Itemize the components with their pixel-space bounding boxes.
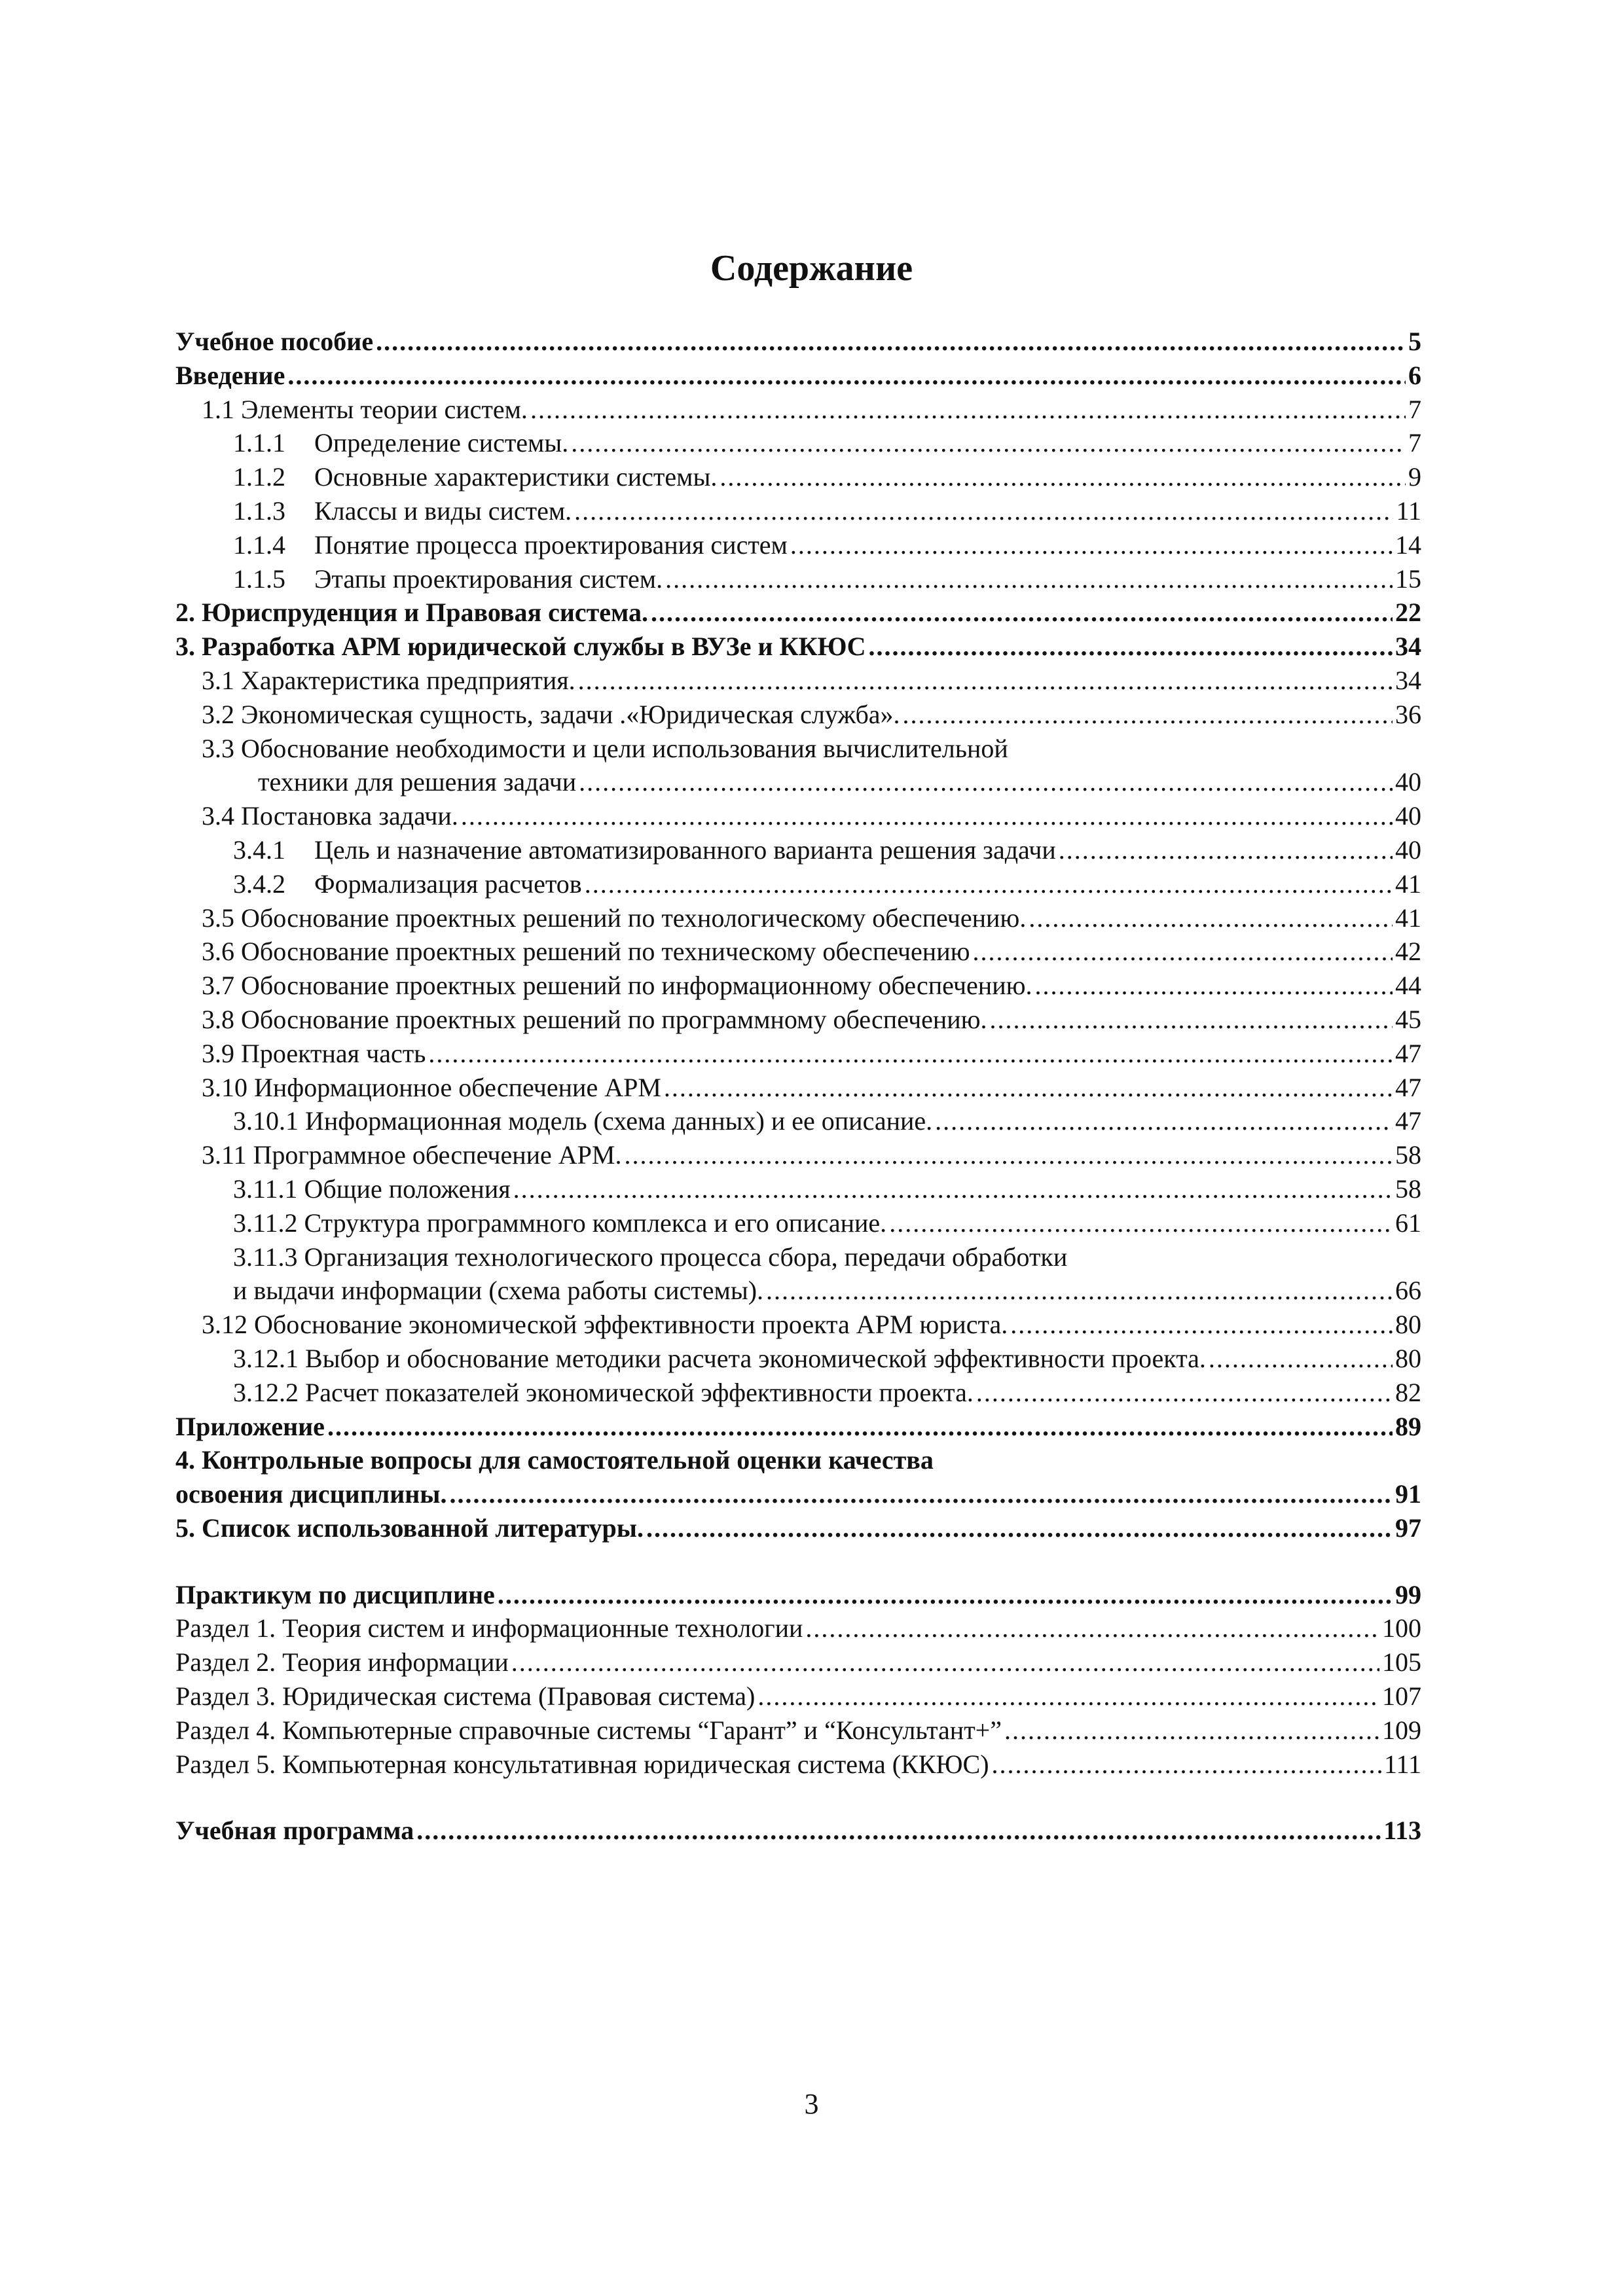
dot-leader [646,1511,1393,1545]
toc-entry-label: 3.2 Экономическая сущность, задачи .«Юридическая служба». [202,699,900,729]
toc-entry[interactable] [175,1443,1421,1477]
toc-entry-page: 89 [1395,1411,1421,1441]
toc-entry[interactable] [175,1240,1421,1274]
toc-entry-label: 3.4 Постановка задачи. [202,801,458,831]
toc-entry[interactable] [175,359,1421,393]
dot-leader [578,664,1393,698]
toc-entry[interactable] [175,1511,1421,1545]
toc-entry-page: 111 [1383,1749,1421,1779]
toc-entry[interactable] [175,698,1421,732]
dot-leader [416,1814,1381,1848]
dot-leader [720,460,1406,494]
dot-leader [1004,1713,1379,1748]
toc-entry-label: и выдачи информации (схема работы системы). [233,1276,764,1306]
toc-entry-label: 3.12 Обоснование экономической эффективности проекта АРМ юриста. [202,1310,1008,1340]
dot-leader [766,1274,1393,1308]
dot-leader [972,935,1393,969]
dot-leader [651,596,1393,630]
toc-entry-page: 34 [1395,632,1421,662]
toc-entry-label: 5. Список использованной литературы. [175,1513,644,1543]
toc-entry[interactable] [175,1410,1421,1444]
toc-entry-label: Раздел 2. Теория информации [175,1647,509,1677]
toc-entry[interactable] [175,1679,1421,1713]
toc-entry[interactable] [175,630,1421,664]
dot-leader [574,494,1393,528]
toc-entry[interactable] [175,935,1421,969]
toc-entry-label: техники для решения задачи [258,767,577,797]
toc-entry-page: 113 [1383,1816,1421,1846]
page-number: 3 [804,2088,819,2120]
toc-entry-page: 44 [1395,971,1421,1001]
toc-entry-label: 3.12.2 Расчет показателей экономической эффективности проекта. [233,1377,974,1407]
toc-entry[interactable] [175,1814,1421,1848]
dot-leader [513,1172,1393,1206]
toc-entry-page: 7 [1408,428,1421,458]
toc-entry[interactable] [175,799,1421,833]
dot-leader [498,1578,1393,1612]
toc-entry-page: 34 [1395,665,1421,695]
toc-entry-page: 58 [1395,1174,1421,1204]
toc-entry[interactable] [175,664,1421,698]
toc-entry[interactable] [175,325,1421,359]
toc-entry[interactable] [175,765,1421,799]
toc-practicum-section [175,1578,1421,1782]
dot-leader [327,1410,1393,1444]
toc-entry-label: 3.7 Обоснование проектных решений по информационному обеспечению. [202,971,1032,1001]
toc-entry-page: 109 [1382,1715,1421,1745]
toc-entry-label: 3. Разработка АРМ юридической службы в ВУЗе и ККЮС [175,632,866,662]
toc-entry[interactable] [175,1071,1421,1105]
toc-entry-label: Раздел 3. Юридическая система (Правовая система) [175,1681,756,1712]
toc-entry-page: 41 [1395,869,1421,899]
toc-entry[interactable] [175,1206,1421,1240]
toc-entry[interactable] [175,1611,1421,1645]
toc-entry-number: 1.1.2 [233,462,285,492]
toc-entry[interactable] [175,1342,1421,1376]
dot-leader [1010,1308,1393,1342]
table-of-contents [175,325,1421,1848]
toc-entry-label: 3.11.1 Общие положения [233,1174,511,1204]
toc-entry-page: 99 [1395,1579,1421,1609]
toc-entry[interactable] [175,494,1421,528]
toc-entry[interactable] [175,1645,1421,1679]
toc-entry-page: 40 [1395,801,1421,831]
dot-leader [790,528,1393,562]
dot-leader [757,1679,1379,1713]
toc-entry-page: 66 [1395,1276,1421,1306]
toc-entry-number: 1.1.3 [233,495,285,526]
toc-entry[interactable] [175,867,1421,901]
toc-entry-number: 1.1.5 [233,564,285,594]
dot-leader [903,698,1393,732]
toc-entry-page: 107 [1382,1681,1421,1712]
toc-entry[interactable] [175,1308,1421,1342]
toc-entry-label: 3.10 Информационное обеспечение АРМ [202,1072,661,1102]
dot-leader [579,765,1393,799]
toc-entry-label: 3.3 Обоснование необходимости и цели использования вычислительной [202,733,1008,763]
toc-entry-page: 100 [1382,1613,1421,1643]
dot-leader [935,1104,1393,1138]
toc-entry-number: 3.4.2 [233,869,285,899]
toc-entry-label: 3.8 Обоснование проектных решений по программному обеспечению. [202,1004,987,1034]
toc-entry-label: 3.5 Обоснование проектных решений по технологическому обеспечению. [202,903,1027,933]
toc-entry-label: 3.1 Характеристика предприятия. [202,665,575,695]
toc-entry[interactable] [175,1003,1421,1037]
toc-entry[interactable] [175,969,1421,1003]
toc-entry-label: 3.6 Обоснование проектных решений по техническому обеспечению [202,937,970,967]
toc-entry-page: 80 [1395,1310,1421,1340]
toc-entry[interactable] [175,1578,1421,1612]
dot-leader [450,1477,1393,1511]
toc-entry[interactable] [175,833,1421,867]
toc-entry-page: 5 [1408,327,1421,356]
toc-entry-label: Определение системы. [314,428,569,458]
dot-leader [624,1138,1393,1172]
dot-leader [990,1003,1393,1037]
dot-leader [1059,833,1393,867]
toc-entry-number: 1.1.4 [233,529,285,560]
dot-leader [868,630,1393,664]
dot-leader [511,1645,1379,1679]
dot-leader [805,1611,1379,1645]
toc-entry[interactable] [175,732,1421,766]
toc-entry-label: Классы и виды систем. [314,495,572,526]
toc-entry-page: 80 [1395,1343,1421,1373]
toc-entry[interactable] [175,596,1421,630]
toc-entry-page: 105 [1382,1647,1421,1677]
toc-entry-page: 91 [1395,1479,1421,1509]
toc-entry-page: 47 [1395,1038,1421,1068]
toc-main-section [175,325,1421,1545]
toc-entry[interactable] [175,1138,1421,1172]
toc-entry-page: 58 [1395,1140,1421,1170]
toc-entry-label: Введение [175,360,285,390]
toc-entry-page: 47 [1395,1106,1421,1136]
dot-leader [287,359,1406,393]
dot-leader [585,867,1393,901]
toc-entry-page: 6 [1408,360,1421,390]
dot-leader [889,1206,1393,1240]
dot-leader [428,1037,1393,1071]
toc-entry-label: 3.12.1 Выбор и обоснование методики расчета экономической эффективности проекта. [233,1343,1206,1373]
toc-entry-page: 36 [1395,699,1421,729]
toc-entry-label: Раздел 5. Компьютерная консультативная юридическая система (ККЮС) [175,1749,989,1779]
toc-entry[interactable] [175,1274,1421,1308]
dot-leader [376,325,1406,359]
toc-entry-label: 3.11.3 Организация технологического процесса сбора, передачи обработки [233,1242,1068,1272]
toc-entry-label: Цель и назначение автоматизированного варианта решения задачи [314,834,1056,865]
dot-leader [571,426,1406,460]
dot-leader [665,562,1393,596]
toc-entry[interactable] [175,901,1421,935]
toc-entry-label: Формализация расчетов [314,869,582,899]
toc-entry-number: 1.1.1 [233,428,285,458]
toc-entry[interactable] [175,1104,1421,1138]
toc-entry[interactable] [175,1376,1421,1410]
toc-entry-page: 9 [1408,462,1421,492]
toc-entry-label: Этапы проектирования систем. [314,564,663,594]
toc-entry-page: 40 [1395,767,1421,797]
toc-entry-label: Раздел 1. Теория систем и информационные технологии [175,1613,803,1643]
dot-leader [530,393,1406,427]
toc-entry-page: 47 [1395,1072,1421,1102]
toc-entry-label: 3.11 Программное обеспечение АРМ. [202,1140,622,1170]
dot-leader [1034,969,1393,1003]
toc-entry[interactable] [175,528,1421,562]
dot-leader [976,1376,1393,1410]
toc-entry-page: 11 [1396,495,1421,526]
toc-entry-label: 3.11.2 Структура программного комплекса и его описание. [233,1208,887,1238]
toc-entry-page: 40 [1395,834,1421,865]
toc-entry-page: 45 [1395,1004,1421,1034]
dot-leader [1029,901,1393,935]
toc-entry-label: освоения дисциплины. [175,1479,447,1509]
toc-entry[interactable] [175,1477,1421,1511]
toc-entry-label: Понятие процесса проектирования систем [314,529,788,560]
toc-entry-page: 42 [1395,937,1421,967]
toc-entry-label: 1.1 Элементы теории систем. [202,394,528,424]
toc-entry-label: 2. Юриспруденция и Правовая система. [175,598,649,628]
dot-leader [461,799,1393,833]
toc-entry-number: 3.4.1 [233,834,285,865]
toc-entry-page: 14 [1395,529,1421,560]
toc-entry[interactable] [175,1713,1421,1748]
toc-entry-label: Основные характеристики системы. [314,462,718,492]
toc-entry[interactable] [175,460,1421,494]
toc-entry-page: 61 [1395,1208,1421,1238]
toc-entry-label: 4. Контрольные вопросы для самостоятельной оценки качества [175,1445,934,1475]
dot-leader [664,1071,1393,1105]
page-title: Содержание [710,248,913,289]
toc-entry-label: Практикум по дисциплине [175,1579,495,1609]
toc-entry-label: 3.10.1 Информационная модель (схема данных) и ее описание. [233,1106,933,1136]
toc-entry-page: 82 [1395,1377,1421,1407]
dot-leader [992,1748,1381,1782]
toc-entry[interactable] [175,1037,1421,1071]
toc-entry-label: Раздел 4. Компьютерные справочные системы “Гарант” и “Консультант+” [175,1715,1002,1745]
dot-leader [1209,1342,1393,1376]
toc-entry-label: 3.9 Проектная часть [202,1038,426,1068]
toc-entry[interactable] [175,426,1421,460]
toc-entry[interactable] [175,562,1421,596]
toc-entry-label: Учебное пособие [175,327,374,356]
toc-entry-page: 7 [1408,394,1421,424]
toc-entry-page: 41 [1395,903,1421,933]
toc-entry-page: 97 [1395,1513,1421,1543]
toc-entry[interactable] [175,1172,1421,1206]
toc-entry-page: 15 [1395,564,1421,594]
toc-entry-label: Учебная программа [175,1816,414,1846]
toc-entry-page: 22 [1395,598,1421,628]
toc-program-section [175,1814,1421,1848]
toc-entry-label: Приложение [175,1411,325,1441]
toc-entry[interactable] [175,1748,1421,1782]
toc-entry[interactable] [175,393,1421,427]
